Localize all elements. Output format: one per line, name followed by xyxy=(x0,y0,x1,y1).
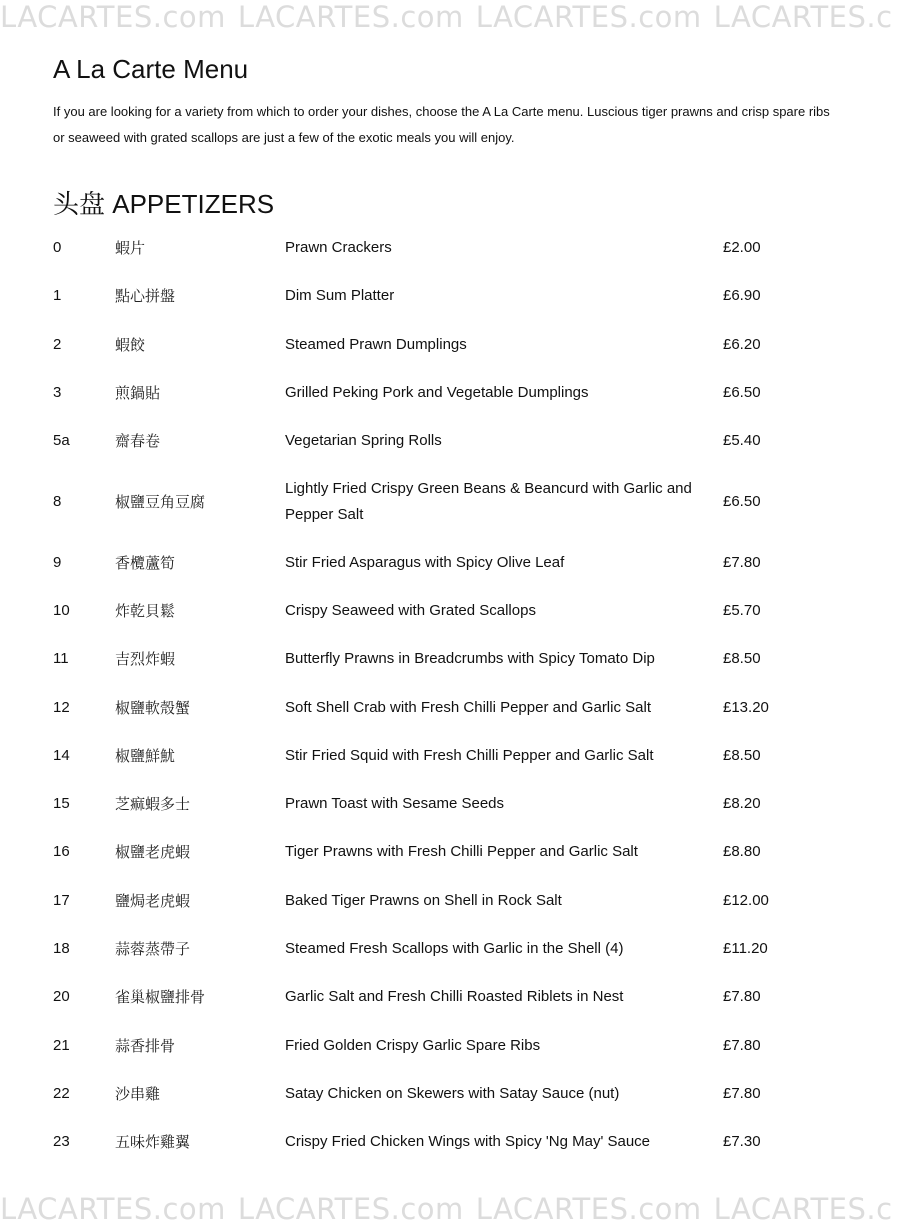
menu-item-number: 3 xyxy=(53,384,62,402)
menu-item-chinese-name: 點心拼盤 xyxy=(115,287,176,306)
menu-item-row xyxy=(0,877,870,925)
menu-item-number: 17 xyxy=(53,891,70,909)
menu-item-english-name: Tiger Prawns with Fresh Chilli Pepper and Garlic Salt xyxy=(285,843,638,861)
menu-item-english-name: Prawn Toast with Sesame Seeds xyxy=(285,795,505,813)
menu-item-chinese-name: 椒鹽鮮魷 xyxy=(115,746,176,765)
menu-item-chinese-name: 蒜香排骨 xyxy=(115,1036,176,1055)
menu-item-english-name: Crispy Fried Chicken Wings with Spicy 'Ng May' Sauce xyxy=(285,1133,651,1151)
menu-item-english-name: Fried Golden Crispy Garlic Spare Ribs xyxy=(285,1036,541,1054)
menu-item-chinese-name: 椒鹽豆角豆腐 xyxy=(115,492,206,511)
menu-item-row xyxy=(0,417,870,465)
menu-item-chinese-name: 蝦餃 xyxy=(115,335,146,354)
menu-item-english-name: Prawn Crackers xyxy=(285,239,392,257)
menu-item-chinese-name: 蝦片 xyxy=(115,239,146,258)
menu-item-price: £8.20 xyxy=(723,795,761,813)
intro-paragraph: If you are looking for a variety from which to order your dishes, choose the A La Carte menu. Luscious tiger prawns and crisp spare ribs or seaweed with grated scallops are just a few of the exotic meals you will enjoy. xyxy=(53,104,830,145)
menu-item-price: £13.20 xyxy=(723,698,769,716)
section-title-chinese: 头盘 xyxy=(53,190,106,220)
menu-item-row xyxy=(0,272,870,320)
menu-item-row xyxy=(0,732,870,780)
menu-item-row xyxy=(0,1070,870,1118)
menu-item-price: £11.20 xyxy=(723,940,768,957)
menu-item-chinese-name: 煎鍋貼 xyxy=(115,384,161,403)
menu-item-price: £8.50 xyxy=(723,746,761,764)
menu-item-english-name: Crispy Seaweed with Grated Scallops xyxy=(285,601,536,619)
menu-item-english-name: Soft Shell Crab with Fresh Chilli Pepper and Garlic Salt xyxy=(285,698,651,716)
menu-item-chinese-name: 鹽焗老虎蝦 xyxy=(115,891,191,910)
menu-item-price: £6.90 xyxy=(723,287,761,305)
menu-item-english-name: Butterfly Prawns in Breadcrumbs with Spicy Tomato Dip xyxy=(285,650,655,668)
section-title xyxy=(53,184,274,221)
menu-item-chinese-name: 蒜蓉蒸帶子 xyxy=(115,940,191,958)
menu-item-number: 12 xyxy=(53,698,70,716)
menu-item-price: £6.20 xyxy=(723,335,761,353)
menu-item-number: 8 xyxy=(53,492,62,510)
menu-item-row xyxy=(0,369,870,417)
menu-item-price: £6.50 xyxy=(723,384,761,402)
menu-item-row xyxy=(0,465,870,538)
menu-item-row xyxy=(0,1118,870,1166)
menu-item-number: 18 xyxy=(53,940,70,957)
menu-item-row xyxy=(0,538,870,586)
watermark-top: LACARTES.com LACARTES.com LACARTES.com LACARTES.c xyxy=(0,0,893,34)
menu-item-english-name: Steamed Fresh Scallops with Garlic in the Shell (4) xyxy=(285,940,624,957)
menu-item-row xyxy=(0,683,870,731)
menu-item-row xyxy=(0,780,870,828)
menu-item-price: £6.50 xyxy=(723,492,761,510)
menu-item-chinese-name: 香欖蘆筍 xyxy=(115,553,176,572)
menu-item-chinese-name: 齋春卷 xyxy=(115,432,161,451)
menu-item-english-name: Stir Fried Asparagus with Spicy Olive Leaf xyxy=(285,553,565,571)
menu-item-price: £2.00 xyxy=(723,239,761,257)
menu-item-english-name: Dim Sum Platter xyxy=(285,287,395,305)
menu-item-number: 9 xyxy=(53,553,62,571)
menu-item-english-name: Baked Tiger Prawns on Shell in Rock Salt xyxy=(285,891,562,909)
watermark-bottom: LACARTES.com LACARTES.com LACARTES.com LACARTES.c xyxy=(0,1192,893,1226)
menu-item-price: £8.50 xyxy=(723,650,761,668)
menu-item-number: 23 xyxy=(53,1133,70,1151)
menu-item-chinese-name: 雀巢椒鹽排骨 xyxy=(115,988,206,1007)
menu-item-number: 22 xyxy=(53,1084,70,1102)
menu-item-english-name: Satay Chicken on Skewers with Satay Sauce (nut) xyxy=(285,1084,620,1102)
menu-item-number: 2 xyxy=(53,335,62,353)
menu-item-row xyxy=(0,828,870,876)
menu-item-number: 15 xyxy=(53,795,70,813)
menu-item-price: £7.80 xyxy=(723,553,761,571)
menu-item-number: 0 xyxy=(53,239,62,257)
section-title-english: APPETIZERS xyxy=(112,189,275,219)
menu-item-chinese-name: 椒鹽老虎蝦 xyxy=(115,843,191,862)
menu-item-price: £7.80 xyxy=(723,1036,761,1054)
menu-item-price: £7.80 xyxy=(723,988,761,1006)
menu-item-english-name: Lightly Fried Crispy Green Beans & Beancurd with Garlic and Pepper Salt xyxy=(285,479,692,523)
menu-item-row xyxy=(0,321,870,369)
menu-item-english-name: Grilled Peking Pork and Vegetable Dumplings xyxy=(285,384,589,402)
menu-list xyxy=(0,224,870,1166)
menu-item-price: £7.80 xyxy=(723,1084,761,1102)
menu-item-number: 20 xyxy=(53,988,70,1006)
menu-item-price: £5.70 xyxy=(723,601,761,619)
menu-item-row xyxy=(0,925,870,973)
menu-item-number: 1 xyxy=(53,287,62,305)
menu-item-row xyxy=(0,587,870,635)
menu-item-price: £5.40 xyxy=(723,432,761,450)
menu-item-english-name: Steamed Prawn Dumplings xyxy=(285,335,467,353)
menu-item-chinese-name: 炸乾貝鬆 xyxy=(115,601,176,620)
menu-item-chinese-name: 吉烈炸蝦 xyxy=(115,650,176,669)
menu-item-english-name: Garlic Salt and Fresh Chilli Roasted Riblets in Nest xyxy=(285,988,624,1006)
menu-item-chinese-name: 椒鹽軟殼蟹 xyxy=(115,698,191,717)
menu-item-chinese-name: 沙串雞 xyxy=(115,1084,161,1103)
menu-item-row xyxy=(0,224,870,272)
menu-item-number: 11 xyxy=(53,650,69,668)
menu-item-row xyxy=(0,635,870,683)
menu-item-number: 21 xyxy=(53,1036,70,1054)
menu-item-price: £12.00 xyxy=(723,891,769,909)
menu-item-chinese-name: 芝痲蝦多士 xyxy=(115,795,191,814)
menu-item-row xyxy=(0,1021,870,1069)
menu-item-price: £7.30 xyxy=(723,1133,761,1151)
menu-item-chinese-name: 五味炸雞翼 xyxy=(115,1133,191,1152)
menu-item-english-name: Stir Fried Squid with Fresh Chilli Pepper and Garlic Salt xyxy=(285,746,654,764)
menu-item-number: 10 xyxy=(53,601,70,619)
menu-item-number: 5a xyxy=(53,432,70,450)
menu-item-row xyxy=(0,973,870,1021)
menu-item-number: 16 xyxy=(53,843,70,861)
menu-item-price: £8.80 xyxy=(723,843,761,861)
menu-item-english-name: Vegetarian Spring Rolls xyxy=(285,432,442,450)
menu-item-number: 14 xyxy=(53,746,70,764)
page-title: A La Carte Menu xyxy=(53,54,249,84)
